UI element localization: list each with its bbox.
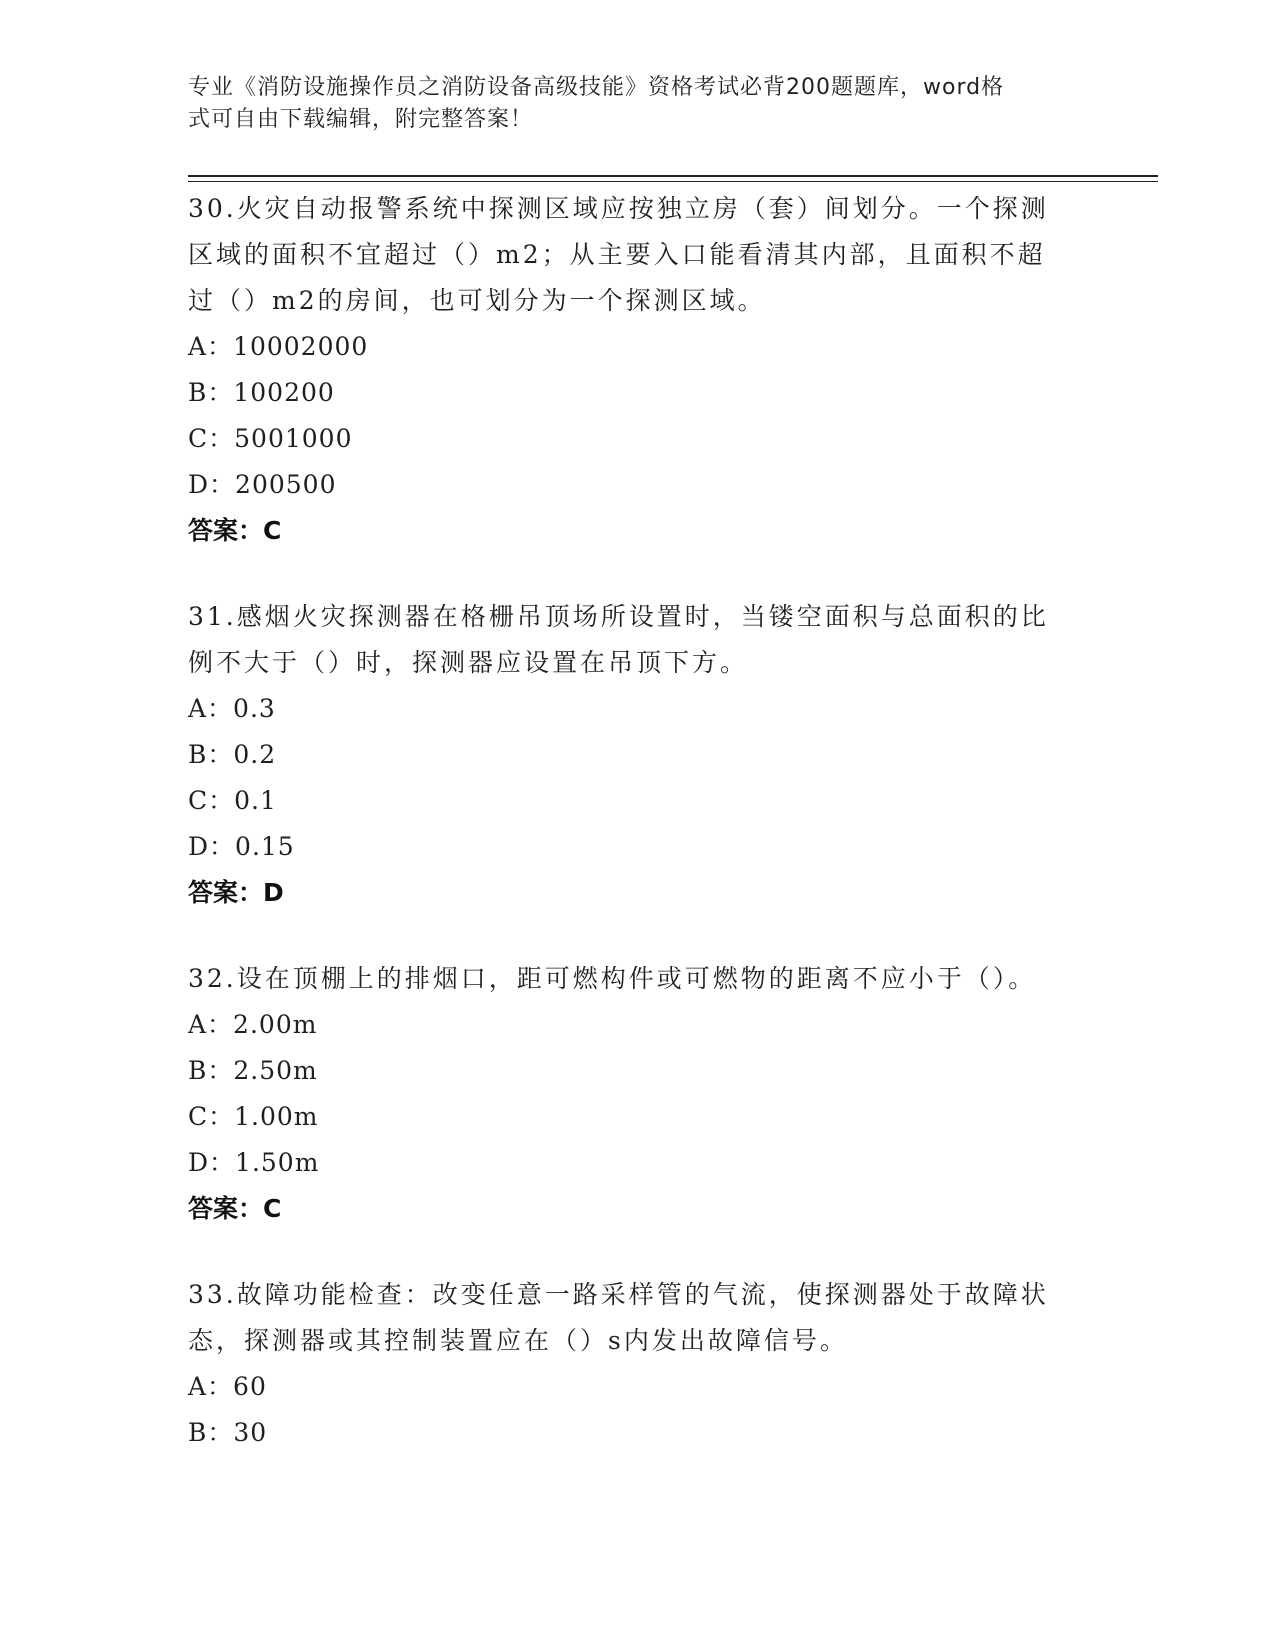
option-c: C：0.1 [188, 786, 277, 815]
header-line-2: 式可自由下载编辑，附完整答案！ [188, 107, 534, 132]
header-divider-thin [188, 181, 1158, 182]
option-b: B：30 [188, 1418, 268, 1447]
question-30 [188, 186, 1088, 554]
question-text-line: 区域的面积不宜超过（）m2；从主要入口能看清其内部，且面积不超 [188, 240, 1046, 269]
question-32 [188, 956, 1088, 1232]
option-a: A：0.3 [188, 694, 276, 723]
question-text-line: 30.火灾自动报警系统中探测区域应按独立房（套）间划分。一个探测 [188, 194, 1049, 223]
option-a: A：2.00m [188, 1010, 318, 1039]
question-text-line: 过（）m2的房间，也可划分为一个探测区域。 [188, 286, 766, 315]
option-c: C：1.00m [188, 1102, 319, 1131]
option-d: D：200500 [188, 470, 337, 499]
option-b: B：2.50m [188, 1056, 318, 1085]
option-b: B：0.2 [188, 740, 277, 769]
option-b: B：100200 [188, 378, 335, 407]
question-text-line: 31.感烟火灾探测器在格栅吊顶场所设置时，当镂空面积与总面积的比 [188, 602, 1049, 631]
option-a: A：60 [188, 1372, 267, 1401]
question-33 [188, 1272, 1088, 1456]
question-text-line: 例不大于（）时，探测器应设置在吊顶下方。 [188, 648, 749, 677]
answer-text: 答案：C [188, 516, 282, 545]
question-31 [188, 594, 1088, 916]
header-line-1: 专业《消防设施操作员之消防设备高级技能》资格考试必背200题题库，word格 [188, 75, 1005, 100]
option-d: D：1.50m [188, 1148, 320, 1177]
header-divider-thick [188, 175, 1158, 177]
question-text-line: 态，探测器或其控制装置应在（）s内发出故障信号。 [188, 1326, 848, 1355]
document-header [188, 72, 1068, 136]
option-d: D：0.15 [188, 832, 295, 861]
question-text-line: 33.故障功能检查：改变任意一路采样管的气流，使探测器处于故障状 [188, 1280, 1049, 1309]
option-a: A：10002000 [188, 332, 369, 361]
option-c: C：5001000 [188, 424, 353, 453]
question-list [188, 186, 1088, 1496]
answer-text: 答案：D [188, 878, 284, 907]
question-text-line: 32.设在顶棚上的排烟口，距可燃构件或可燃物的距离不应小于（）。 [188, 964, 1037, 993]
answer-text: 答案：C [188, 1194, 282, 1223]
